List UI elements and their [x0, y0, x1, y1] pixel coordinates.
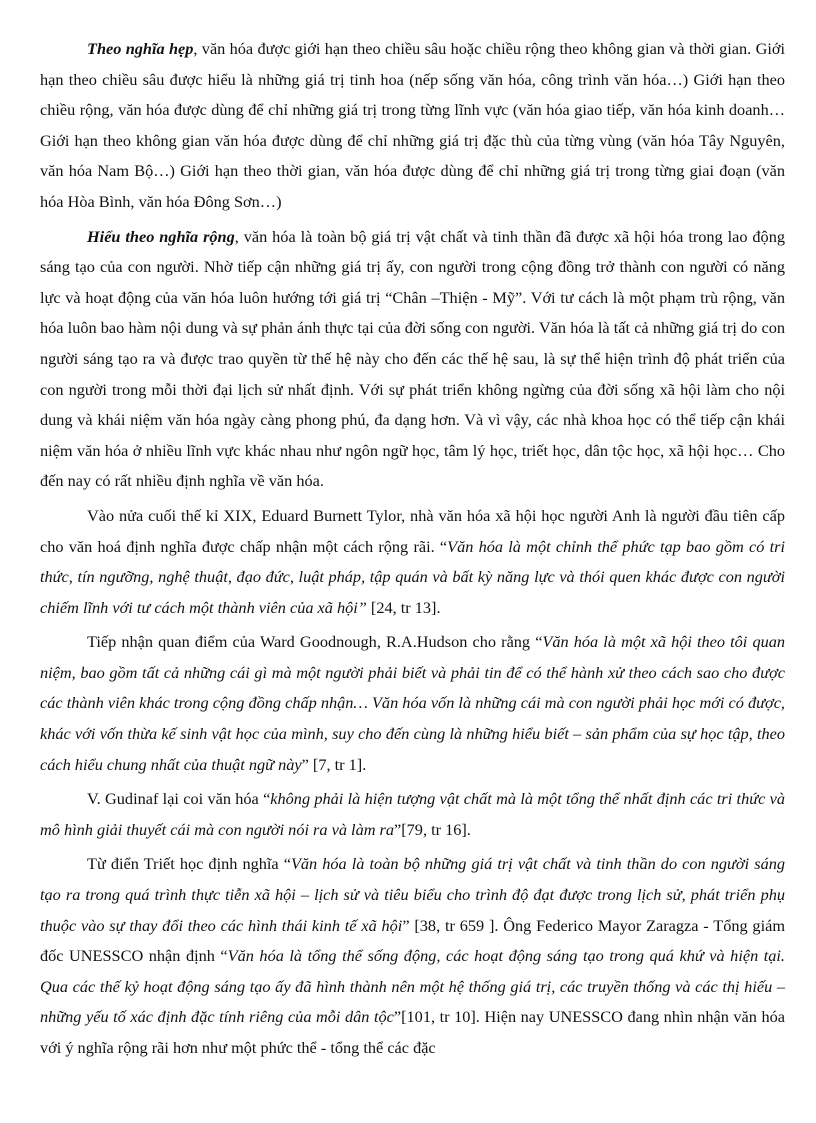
paragraph-text: Từ điển Triết học định nghĩa “	[87, 854, 291, 874]
citation: ” [7, tr 1].	[301, 754, 367, 774]
paragraph-text: , văn hóa là toàn bộ giá trị vật chất và tinh thần đã được xã hội hóa trong lao động sáng tạo của con người. Nhờ tiếp cận những giá trị ấy, con người trong cộng đồng trở thành con người có năng lực và hoạt động của văn hóa luôn hướng tới giá trị “Chân –Thiện - Mỹ”. Với tư cách là một phạm trù rộng, văn hóa luôn bao hàm nội dung và sự phản ánh thực tại của đời sống con người. Văn hóa là tất cả những giá trị do con người sáng tạo ra và được trao quyền từ thế hệ này cho đến các thế hệ sau, là sự thể hiện trình độ phát triển của con người trong mỗi thời đại lịch sử nhất định. Với sự phát triển không ngừng của đời sống xã hội làm cho nội dung và khái niệm văn hóa ngày càng phong phú, đa dạng hơn. Và vì vậy, các nhà khoa học có thể tiếp cận khái niệm văn hóa ở nhiều lĩnh vực khác nhau như ngôn ngữ học, tâm lý học, triết học, dân tộc học, xã hội học… Cho đến nay có rất nhiều định nghĩa về văn hóa.	[40, 226, 785, 491]
paragraph-text: Tiếp nhận quan điểm của Ward Goodnough, R.A.Hudson cho rằng “	[87, 632, 543, 652]
citation: ”[79, tr 16].	[394, 819, 471, 839]
paragraph-text: Vào nửa cuối thế kỉ XIX, Eduard Burnett Tylor, nhà văn hóa xã hội học người Anh là người đầu tiên cấp cho văn hoá định nghĩa được chấp nhận một cách rộng rãi. “	[40, 505, 785, 556]
quotation: không phải là hiện tượng vật chất mà là một tổng thể nhất định các tri thức và mô hình giải thuyết cái mà con người nói ra và làm ra	[40, 789, 785, 839]
quotation: Văn hóa là tổng thể sống động, các hoạt động sáng tạo trong quá khứ và hiện tại. Qua các thế kỷ hoạt động sáng tạo ấy đã hình thành nên một hệ thống giá trị, các truyền thống và các thị hiếu – những yếu tố xác định đặc tính riêng của mỗi dân tộc	[40, 946, 786, 1027]
paragraph-philosophy-dictionary	[40, 849, 785, 1063]
quotation: Văn hóa là một chỉnh thể phức tạp bao gồm có tri thức, tín ngưỡng, nghệ thuật, đạo đức, luật pháp, tập quán và bất kỳ năng lực và thói quen khác được con người chiếm lĩnh với tư cách một thành viên của xã hội”	[40, 536, 785, 617]
quotation: Văn hóa là một xã hội theo tôi quan niệm, bao gồm tất cả những cái gì mà một người phải biết và phải tin để có thể hành xử theo cách sao cho được các thành viên khác trong cộng đồng chấp nhận… Văn hóa vốn là những cái mà con người phải học mới có được, khác với vốn thừa kế sinh vật học của mình, suy cho đến cùng là những hiểu biết – sản phẩm của sự học tập, theo cách hiểu chung nhất của thuật ngữ này	[40, 632, 786, 774]
citation: ” [38, tr 659 ]. Ông Federico Mayor Zaragza - Tổng giám đốc UNESSCO nhận định “	[40, 915, 785, 966]
term-narrow-sense: Theo nghĩa hẹp	[87, 39, 194, 58]
term-broad-sense: Hiểu theo nghĩa rộng	[87, 226, 235, 246]
document-page	[40, 34, 785, 1068]
paragraph-hudson	[40, 627, 785, 780]
citation: ”[101, tr 10]. Hiện nay UNESSCO đang nhìn nhận văn hóa với ý nghĩa rộng rãi hơn như một phức thể - tổng thể các đặc	[40, 1007, 785, 1057]
paragraph-tylor	[40, 501, 785, 623]
paragraph-narrow-definition	[40, 34, 785, 218]
paragraph-text: V. Gudinaf lại coi văn hóa “	[87, 789, 271, 809]
paragraph-text: , văn hóa được giới hạn theo chiều sâu hoặc chiều rộng theo không gian và thời gian. Giới hạn theo chiều sâu được hiểu là những giá trị tinh hoa (nếp sống văn hóa, công trình văn hóa…) Giới hạn theo chiều rộng, văn hóa được dùng để chỉ những giá trị trong từng lĩnh vực (văn hóa giao tiếp, văn hóa kinh doanh… Giới hạn theo không gian văn hóa được dùng để chỉ những giá trị đặc thù của từng vùng (văn hóa Tây Nguyên, văn hóa Nam Bộ…) Giới hạn theo thời gian, văn hóa được dùng để chỉ những giá trị trong từng giai đoạn (văn hóa Hòa Bình, văn hóa Đông Sơn…)	[40, 39, 785, 211]
citation: [24, tr 13].	[366, 597, 441, 617]
paragraph-broad-definition	[40, 222, 785, 497]
paragraph-gudinaf	[40, 784, 785, 845]
quotation: Văn hóa là toàn bộ những giá trị vật chất và tinh thần do con người sáng tạo ra trong quá trình thực tiễn xã hội – lịch sử và tiêu biểu cho trình độ đạt được trong lịch sử, phát triển phụ thuộc vào sự thay đổi theo các hình thái kinh tế xã hội	[40, 854, 785, 935]
